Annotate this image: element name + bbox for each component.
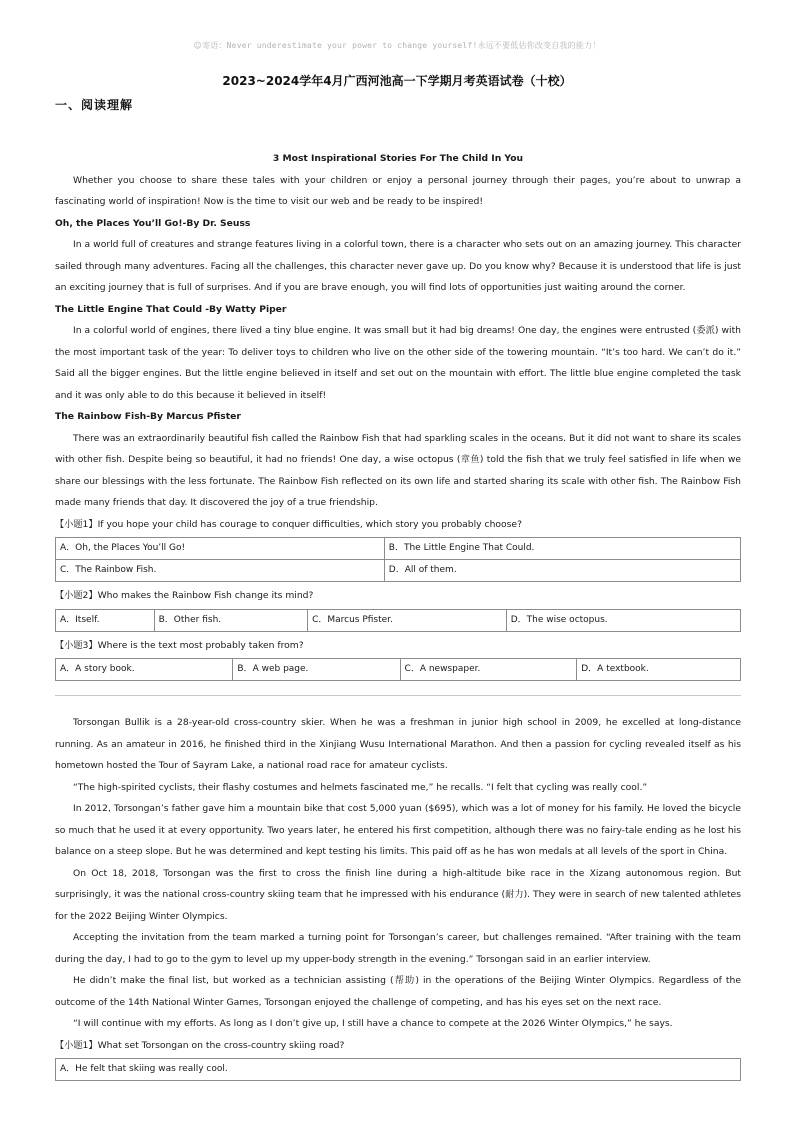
option-a[interactable]: A．Itself. bbox=[56, 609, 155, 631]
option-d[interactable]: D．A textbook. bbox=[577, 659, 741, 681]
passage2-paragraph: “I will continue with my efforts. As long as I don’t give up, I still have a chance to compete at the 2026 Winter Olympics,” he says. bbox=[73, 1018, 673, 1029]
option-c[interactable]: C．A newspaper. bbox=[400, 659, 577, 681]
passage2-paragraph: On Oct 18, 2018, Torsongan was the first to cross the finish line during a high-altitude bike race in the Xizang autonomous region. But surprisingly, it was the national cross-country skiing team that he impressed with his endurance (耐力). They were in search of new talented athletes for the 2022 Beijing Winter Olympics. bbox=[55, 867, 741, 922]
question-stem: 【小题2】Who makes the Rainbow Fish change its mind? bbox=[55, 590, 314, 601]
passage2-paragraph: In 2012, Torsongan’s father gave him a mountain bike that cost 5,000 yuan ($695), which was a lot of money for his family. He loved the bicycle so much that he used it at every opportunity. Two years later, he entered his first competition, although there was no fairy-tale ending as he lost his balance on a steep slope. But he was determined and kept testing his limits. This paid off as he has won medals at all levels of the sport in China. bbox=[55, 803, 741, 857]
question-stem: 【小题3】Where is the text most probably taken from? bbox=[55, 639, 304, 651]
question-stem: 【小题1】What set Torsongan on the cross-country skiing road? bbox=[55, 1039, 345, 1051]
section-title: 一、阅读理解 bbox=[55, 98, 134, 112]
passage2-paragraph: “The high-spirited cyclists, their flashy costumes and helmets fascinated me,” he recalls. “I felt that cycling was really cool.” bbox=[73, 781, 648, 793]
header-motto-text: 寄语：Never underestimate your power to change yourself!永远不要低估你改变自我的能力！ bbox=[202, 41, 601, 50]
passage1-intro: Whether you choose to share these tales with your children or enjoy a personal journey through their pages, you’re about to unwrap a fascinating world of inspiration! Now is the time to visit our web and be ready to be inspired! bbox=[55, 174, 741, 207]
story-text: In a colorful world of engines, there lived a tiny blue engine. It was small but it had big dreams! One day, the engines were entrusted (委派) with the most important task of the year: To deliver toys to children who live on the other side of the towering mountain. “It’s too hard. We can’t do it.” Said all the bigger engines. But the little engine believed in itself and set out on the mountain with effort. The little blue engine completed the task and it was only able to do this because it believed in itself! bbox=[55, 325, 741, 401]
option-c[interactable]: C．Marcus Pfister. bbox=[308, 609, 507, 631]
options-table bbox=[55, 658, 741, 681]
options-table bbox=[55, 609, 741, 632]
passage2-paragraph: Accepting the invitation from the team marked a turning point for Torsongan’s career, but challenges remained. “After training with the team during the day, I had to go to the gym to level up my upper-body strength in the evening.” Torsongan said in an earlier interview. bbox=[55, 932, 741, 965]
option-a[interactable]: A．Oh, the Places You’ll Go! bbox=[56, 538, 385, 560]
story-text: There was an extraordinarily beautiful fish called the Rainbow Fish that had sparkling scales in the oceans. But it did not want to share its scales with other fish. Despite being so beautiful, it had no friends! One day, a wise octopus (章鱼) told the fish that we truly feel satisfied in life when we share our blessings with the less fortunate. The Rainbow Fish reflected on its own life and started sharing its scale with other fish. The Rainbow Fish made many friends that day. It discovered the joy of a true friendship. bbox=[55, 432, 741, 508]
options-table bbox=[55, 1058, 741, 1081]
option-a[interactable]: A．He felt that skiing was really cool. bbox=[56, 1059, 741, 1081]
header-motto bbox=[0, 40, 794, 51]
passage2-paragraph: He didn’t make the final list, but worked as a technician assisting (帮助) in the operations of the Beijing Winter Olympics. Regardless of the outcome of the 14th National Winter Games, Torsongan enjoyed the challenge of competing, and has his eyes set on the next race. bbox=[55, 975, 741, 1008]
passage-divider bbox=[55, 695, 741, 696]
story-text: In a world full of creatures and strange features living in a colorful town, there is a character who sets out on an amazing journey. This character sailed through many adventures. Facing all the challenges, this character never gave up. Do you know why? Because it is understood that life is just an exciting journey that is full of surprises. And if you are brave enough, you will find lots of opportunities just waiting around the corner. bbox=[55, 239, 741, 293]
question-stem: 【小题1】If you hope your child has courage to conquer difficulties, which story you probably choose? bbox=[55, 518, 522, 530]
option-d[interactable]: D．The wise octopus. bbox=[506, 609, 740, 631]
document-title: 2023~2024学年4月广西河池高一下学期月考英语试卷（十校） bbox=[222, 74, 572, 88]
story-heading: Oh, the Places You’ll Go!-By Dr. Seuss bbox=[55, 217, 251, 229]
options-table bbox=[55, 537, 741, 582]
option-d[interactable]: D．All of them. bbox=[384, 560, 740, 582]
smile-icon: ☺ bbox=[193, 41, 203, 50]
option-b[interactable]: B．Other fish. bbox=[154, 609, 307, 631]
passage1-title: 3 Most Inspirational Stories For The Child In You bbox=[272, 153, 524, 164]
story-heading: The Rainbow Fish-By Marcus Pfister bbox=[55, 411, 241, 422]
option-c[interactable]: C．The Rainbow Fish. bbox=[56, 560, 385, 582]
passage2-paragraph: Torsongan Bullik is a 28-year-old cross-country skier. When he was a freshman in junior high school in 2009, he excelled at long-distance running. As an amateur in 2016, he finished third in the Xinjiang Wusu International Marathon. And then a passion for cycling revealed itself as his hometown hosted the Tour of Sayram Lake, a national road race for amateur cyclists. bbox=[55, 717, 741, 771]
option-a[interactable]: A．A story book. bbox=[56, 659, 233, 681]
option-b[interactable]: B．A web page. bbox=[233, 659, 400, 681]
story-heading: The Little Engine That Could -By Watty Piper bbox=[55, 303, 287, 315]
document-body bbox=[55, 148, 741, 1084]
option-b[interactable]: B．The Little Engine That Could. bbox=[384, 538, 740, 560]
